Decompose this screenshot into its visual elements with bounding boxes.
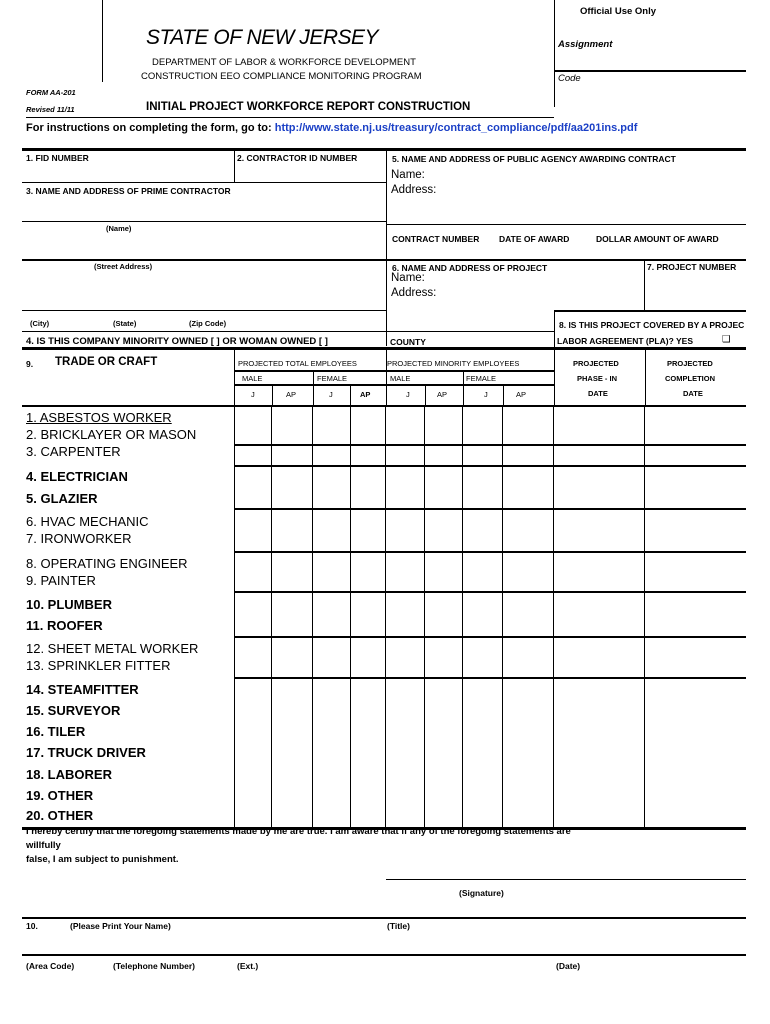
form-number: FORM AA-201 [26, 88, 76, 97]
cell[interactable] [554, 593, 645, 636]
pla-yes-checkbox[interactable]: ❑ [722, 334, 731, 345]
cell[interactable] [463, 446, 503, 465]
cell[interactable] [425, 553, 463, 591]
print-name-caption: (Please Print Your Name) [70, 921, 171, 931]
cell[interactable] [503, 679, 554, 827]
dollar-amount-field[interactable] [594, 245, 744, 257]
department-name: DEPARTMENT OF LABOR & WORKFORCE DEVELOPMENT [152, 57, 416, 68]
trade-glazier: 5. GLAZIER [26, 491, 98, 506]
cell[interactable] [386, 553, 425, 591]
code-label: Code [558, 73, 581, 84]
cell[interactable] [425, 510, 463, 551]
cell[interactable] [234, 467, 272, 508]
project-name-label: Name: [391, 272, 425, 284]
minority-male-header: MALE [390, 374, 411, 383]
cell[interactable] [351, 593, 386, 636]
cell[interactable] [272, 679, 313, 827]
completion-header-2: COMPLETION [665, 374, 715, 383]
contract-number-field[interactable] [388, 245, 494, 257]
cell[interactable] [554, 638, 645, 677]
street-line [22, 259, 746, 261]
cell[interactable] [313, 446, 351, 465]
cell[interactable] [386, 593, 425, 636]
print-name-field[interactable] [22, 900, 382, 916]
county-top-line [386, 331, 554, 332]
row-number-9: 9. [26, 359, 34, 369]
cell[interactable] [272, 446, 313, 465]
cell[interactable] [463, 553, 503, 591]
contractor-id-label: 2. CONTRACTOR ID NUMBER [237, 153, 358, 163]
section-10-number: 10. [26, 921, 38, 931]
cell[interactable] [554, 510, 645, 551]
header-sub-line2 [234, 384, 554, 386]
date-field[interactable] [386, 937, 746, 953]
agency-name-label: Name: [391, 169, 425, 181]
trade-header: TRADE OR CRAFT [55, 356, 158, 368]
cell[interactable] [554, 679, 645, 827]
cell[interactable] [351, 467, 386, 508]
signature-line [386, 879, 746, 880]
pla-left-line [554, 312, 555, 347]
revised-date: Revised 11/11 [26, 105, 75, 114]
col-sep-j-ap-1 [272, 386, 273, 406]
col-sep-minority-phase [554, 350, 555, 406]
header-sub-line1 [234, 370, 554, 372]
row-group-5 [234, 553, 746, 593]
col-sep-total-minority [386, 350, 387, 406]
certify-line-3: false, I am subject to punishment. [26, 854, 179, 865]
cell[interactable] [463, 593, 503, 636]
instructions-link[interactable]: http://www.state.nj.us/treasury/contract_compliance/pdf/aa201ins.pdf [274, 122, 638, 134]
col-trade-divider [234, 350, 235, 406]
project-number-divider [644, 260, 645, 310]
col-sep-male-female-1 [313, 372, 314, 406]
trade-ironworker: 7. IRONWORKER [26, 531, 132, 546]
col-sep-j-ap-4 [503, 386, 504, 406]
total-male-j: J [251, 390, 255, 399]
cell[interactable] [503, 593, 554, 636]
trade-column-right-border [234, 407, 235, 827]
row-group-7 [234, 638, 746, 679]
phone-date-line [22, 954, 746, 956]
row-group-3 [234, 467, 746, 510]
name-title-line [22, 917, 746, 919]
contract-number-label: CONTRACT NUMBER [392, 234, 480, 244]
trade-operating-engineer: 8. OPERATING ENGINEER [26, 556, 188, 571]
col-sep-j-ap-3 [425, 386, 426, 406]
telephone-caption: (Telephone Number) [113, 961, 196, 971]
trade-surveyor: 15. SURVEYOR [26, 703, 121, 718]
city-field[interactable] [24, 292, 384, 308]
project-number-label: 7. PROJECT NUMBER [647, 262, 737, 272]
row-group-2 [234, 446, 746, 467]
cell[interactable] [351, 553, 386, 591]
dollar-amount-label: DOLLAR AMOUNT OF AWARD [596, 234, 719, 244]
cell[interactable] [503, 510, 554, 551]
minority-male-ap: AP [437, 390, 448, 399]
cell[interactable] [234, 510, 272, 551]
state-title: STATE OF NEW JERSEY [146, 26, 379, 49]
agency-label: 5. NAME AND ADDRESS OF PUBLIC AGENCY AWARDING CONTRACT [392, 154, 676, 164]
cell[interactable] [503, 553, 554, 591]
phase-in-header-2: PHASE - IN [577, 374, 618, 383]
cell[interactable] [425, 593, 463, 636]
minority-female-header: FEMALE [466, 374, 497, 383]
cell[interactable] [503, 407, 554, 444]
cell[interactable] [554, 467, 645, 508]
cell[interactable] [503, 467, 554, 508]
cell[interactable] [313, 467, 351, 508]
street-address-field[interactable] [24, 238, 384, 257]
state-caption: (State) [113, 319, 137, 328]
program-name: CONSTRUCTION EEO COMPLIANCE MONITORING PROGRAM [141, 71, 422, 82]
trade-laborer: 18. LABORER [26, 767, 112, 782]
cell[interactable] [554, 407, 645, 444]
cell[interactable] [272, 467, 313, 508]
trade-electrician: 4. ELECTRICIAN [26, 469, 128, 484]
minority-owned-question[interactable]: 4. IS THIS COMPANY MINORITY OWNED [ ] OR WOMAN OWNED [ ] [26, 336, 328, 347]
cell[interactable] [272, 593, 313, 636]
total-female-j: J [329, 390, 333, 399]
trade-asbestos-worker: 1. ASBESTOS WORKER [26, 410, 172, 425]
city-line [22, 310, 386, 311]
trade-truck-driver: 17. TRUCK DRIVER [26, 745, 146, 760]
cell[interactable] [386, 467, 425, 508]
minority-female-j: J [484, 390, 488, 399]
trade-sheet-metal-worker: 12. SHEET METAL WORKER [26, 641, 199, 656]
cell[interactable] [463, 679, 503, 827]
title-underline [26, 117, 554, 118]
cell[interactable] [425, 638, 463, 677]
name-caption: (Name) [106, 224, 132, 233]
trade-sprinkler-fitter: 13. SPRINKLER FITTER [26, 658, 171, 673]
instructions-prefix: For instructions on completing the form, go to: [26, 122, 272, 134]
fid-bottom-border [22, 182, 386, 183]
fid-number-field[interactable] [24, 164, 232, 180]
cell[interactable] [313, 407, 351, 444]
title-caption: (Title) [387, 921, 410, 931]
cell[interactable] [351, 679, 386, 827]
cell[interactable] [503, 638, 554, 677]
cell[interactable] [234, 446, 272, 465]
col-sep-phase-completion [645, 350, 646, 406]
signature-field[interactable] [386, 862, 746, 878]
table-top-border [22, 347, 746, 350]
col-sep-male-female-2 [463, 372, 464, 406]
project-number-field[interactable] [647, 275, 744, 307]
left-right-divider [386, 151, 387, 346]
trade-other-20: 20. OTHER [26, 808, 94, 823]
pla-top-line [554, 310, 746, 312]
cell[interactable] [463, 407, 503, 444]
total-male-ap: AP [286, 390, 297, 399]
instructions-line [26, 122, 637, 134]
phase-in-header-3: DATE [588, 389, 608, 398]
phase-in-header-1: PROJECTED [573, 359, 619, 368]
award-top-line [386, 224, 746, 225]
official-use-label: Official Use Only [580, 6, 657, 17]
cell[interactable] [313, 638, 351, 677]
trade-tiler: 16. TILER [26, 724, 86, 739]
cell[interactable] [554, 446, 645, 465]
area-code-caption: (Area Code) [26, 961, 75, 971]
official-divider [554, 70, 746, 72]
col-sep-j-ap-2 [350, 386, 351, 406]
city-caption: (City) [30, 319, 50, 328]
cell[interactable] [503, 446, 554, 465]
cell[interactable] [313, 553, 351, 591]
street-caption: (Street Address) [94, 262, 153, 271]
assignment-label: Assignment [558, 39, 613, 50]
cell[interactable] [386, 679, 425, 827]
cell[interactable] [386, 407, 425, 444]
date-of-award-field[interactable] [496, 245, 592, 257]
county-label: COUNTY [390, 337, 426, 347]
minority-male-j: J [406, 390, 410, 399]
cell[interactable] [272, 553, 313, 591]
row-group-6 [234, 593, 746, 638]
signature-caption: (Signature) [459, 888, 504, 898]
ext-caption: (Ext.) [237, 961, 259, 971]
trade-painter: 9. PAINTER [26, 573, 96, 588]
name-line [22, 221, 386, 222]
cell[interactable] [272, 407, 313, 444]
cell[interactable] [272, 510, 313, 551]
cell[interactable] [463, 510, 503, 551]
official-box-left-border [554, 0, 555, 107]
cell[interactable] [313, 593, 351, 636]
cell[interactable] [425, 446, 463, 465]
cell[interactable] [351, 446, 386, 465]
minority-female-ap: AP [516, 390, 527, 399]
phone-field[interactable] [22, 937, 382, 953]
fields-top-border [22, 148, 746, 151]
cell[interactable] [386, 446, 425, 465]
date-caption: (Date) [556, 961, 581, 971]
cell[interactable] [313, 510, 351, 551]
cell[interactable] [425, 679, 463, 827]
completion-header-1: PROJECTED [667, 359, 713, 368]
minority-top-line [22, 331, 386, 332]
title-field[interactable] [386, 900, 746, 916]
row-group-1 [234, 407, 746, 446]
pla-label-line1: 8. IS THIS PROJECT COVERED BY A PROJEC [559, 320, 745, 330]
contractor-id-field[interactable] [236, 164, 384, 180]
cell[interactable] [272, 638, 313, 677]
cell[interactable] [554, 553, 645, 591]
cell[interactable] [463, 638, 503, 677]
row-group-8 [234, 679, 746, 830]
certify-line-1: I hereby certify that the foregoing statements made by me are true. I am aware that if any of the foregoing statements are [26, 826, 571, 837]
cell[interactable] [234, 553, 272, 591]
assignment-field[interactable] [556, 52, 744, 68]
cell[interactable] [463, 467, 503, 508]
total-employees-header: PROJECTED TOTAL EMPLOYEES [238, 359, 357, 368]
fid-number-label: 1. FID NUMBER [26, 153, 89, 163]
cell[interactable] [234, 638, 272, 677]
total-male-header: MALE [242, 374, 263, 383]
trade-bricklayer-mason: 2. BRICKLAYER OR MASON [26, 427, 197, 442]
project-address-label: Address: [391, 287, 437, 299]
fid-divider [234, 151, 235, 182]
contractor-name-field[interactable] [24, 202, 384, 220]
code-field[interactable] [590, 74, 744, 102]
cell[interactable] [234, 407, 272, 444]
total-female-ap: AP [360, 390, 371, 399]
prime-contractor-label: 3. NAME AND ADDRESS OF PRIME CONTRACTOR [26, 186, 231, 196]
cell[interactable] [425, 407, 463, 444]
cell[interactable] [425, 467, 463, 508]
minority-employees-header: PROJECTED MINORITY EMPLOYEES [387, 359, 520, 368]
trade-roofer: 11. ROOFER [26, 618, 103, 633]
trade-carpenter: 3. CARPENTER [26, 444, 121, 459]
trade-hvac-mechanic: 6. HVAC MECHANIC [26, 514, 149, 529]
trade-plumber: 10. PLUMBER [26, 597, 112, 612]
pla-label-line2: LABOR AGREEMENT (PLA)? YES [557, 336, 694, 346]
header-left-border [102, 0, 103, 82]
trade-steamfitter: 14. STEAMFITTER [26, 682, 139, 697]
agency-address-label: Address: [391, 184, 437, 196]
cell[interactable] [351, 638, 386, 677]
cell[interactable] [351, 407, 386, 444]
cell[interactable] [234, 593, 272, 636]
certify-line-2: willfully [26, 840, 61, 851]
completion-header-3: DATE [683, 389, 703, 398]
row-group-4 [234, 510, 746, 553]
project-label: 6. NAME AND ADDRESS OF PROJECT [392, 263, 548, 273]
trade-other-19: 19. OTHER [26, 788, 94, 803]
cell[interactable] [313, 679, 351, 827]
cell[interactable] [351, 510, 386, 551]
cell[interactable] [386, 510, 425, 551]
date-of-award-label: DATE OF AWARD [499, 234, 570, 244]
total-female-header: FEMALE [317, 374, 348, 383]
cell[interactable] [386, 638, 425, 677]
zip-caption: (Zip Code) [189, 319, 227, 328]
cell[interactable] [234, 679, 272, 827]
report-title: INITIAL PROJECT WORKFORCE REPORT CONSTRUCTION [146, 101, 471, 113]
